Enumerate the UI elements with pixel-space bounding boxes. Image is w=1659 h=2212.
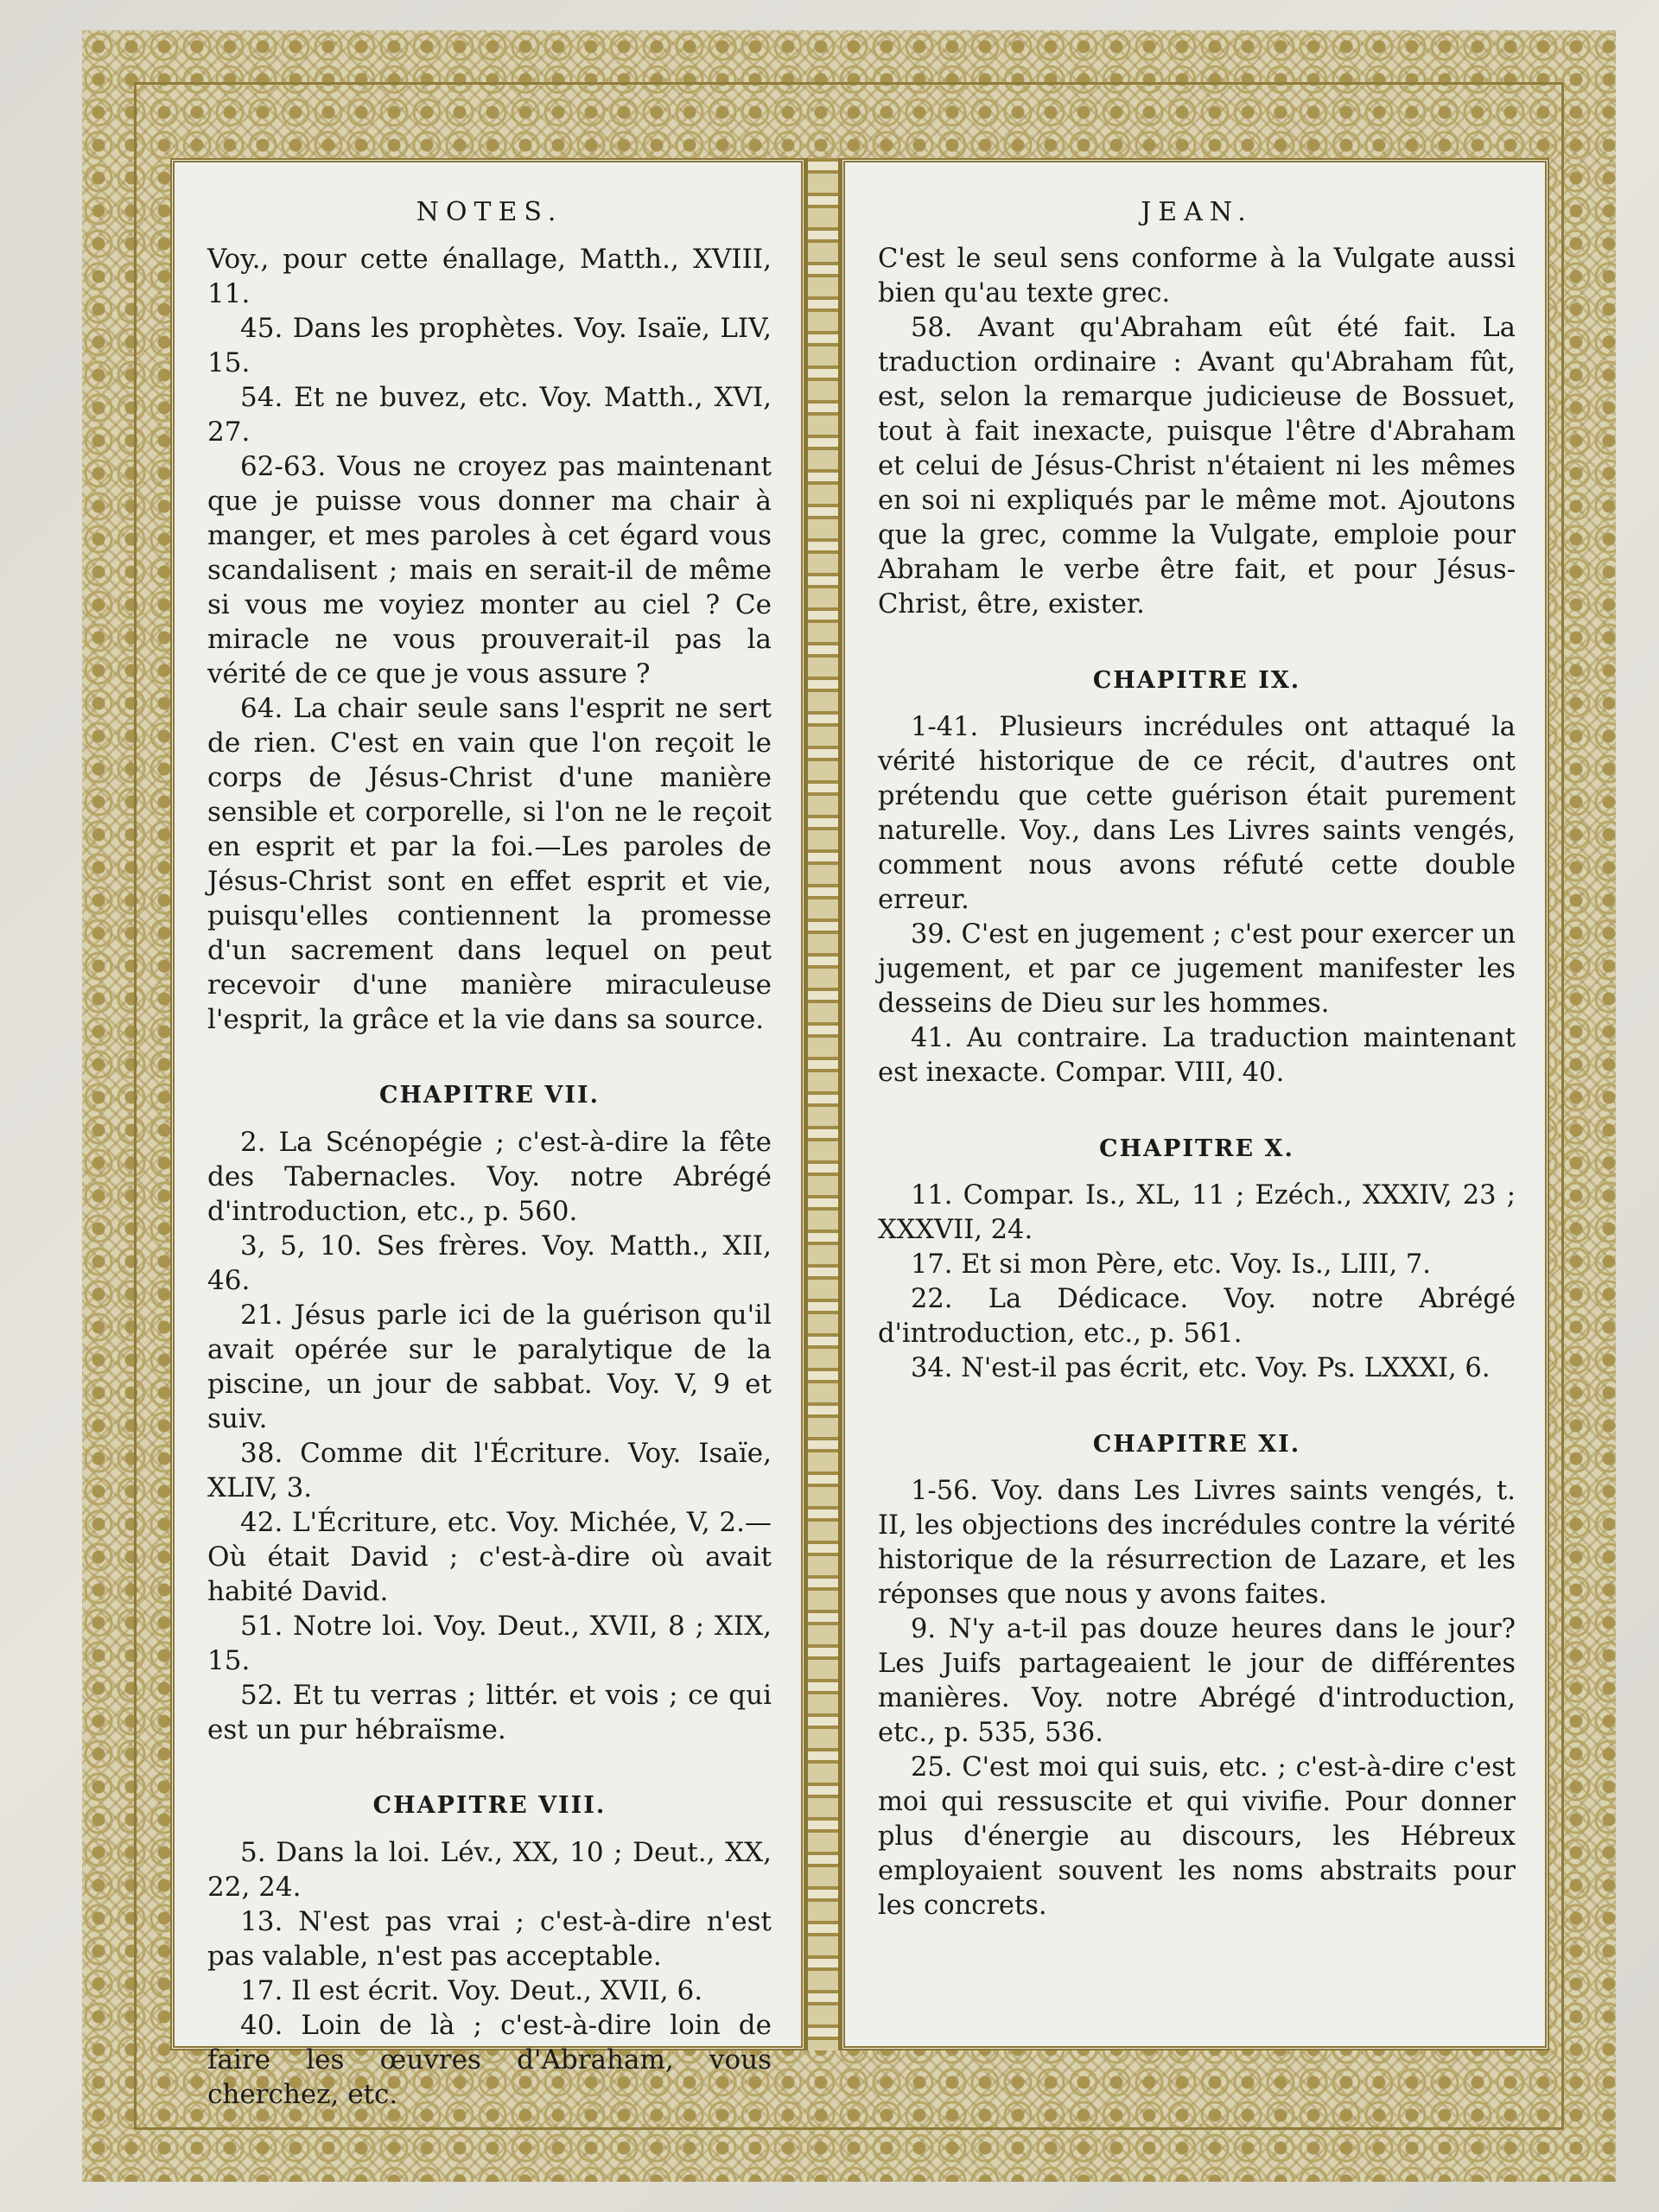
note-paragraph: 41. Au contraire. La traduction maintenant est inexacte. Compar. VIII, 40. [878,1023,1516,1088]
note-paragraph: 52. Et tu verras ; littér. et vois ; ce qui est un pur hébraïsme. [207,1680,772,1745]
note-paragraph: C'est le seul sens conforme à la Vulgate aussi bien qu'au texte grec. [878,244,1516,308]
note-paragraph: 22. La Dédicace. Voy. notre Abrégé d'introduction, etc., p. 561. [878,1284,1516,1349]
running-head-jean: JEAN. [1141,197,1253,227]
note-paragraph: 62-63. Vous ne croyez pas maintenant que je puisse vous donner ma chair à manger, et mes paroles à cet égard vous scandalisent ; mais en serait-il de même si vous me voyiez monter au ciel ? Ce miracle ne vous prouverait-il pas la vérité de ce que je vous assure ? [207,451,772,690]
running-head-notes: NOTES. [416,197,563,227]
note-paragraph: 5. Dans la loi. Lév., XX, 10 ; Deut., XX, 22, 24. [207,1837,772,1903]
left-column [170,158,805,2110]
note-paragraph: 11. Compar. Is., XL, 11 ; Ezéch., XXXIV, 23 ; XXXVII, 24. [878,1180,1516,1245]
right-column-text [878,195,1516,1923]
note-paragraph: 39. C'est en jugement ; c'est pour exercer un jugement, et par ce jugement manifester les desseins de Dieu sur les hommes. [878,919,1516,1019]
chapter-heading-10: CHAPITRE X. [1099,1135,1294,1162]
note-paragraph: 21. Jésus parle ici de la guérison qu'il avait opérée sur le paralytique de la piscine, un jour de sabbat. Voy. V, 9 et suiv. [207,1300,772,1434]
note-paragraph: 13. N'est pas vrai ; c'est-à-dire n'est pas valable, n'est pas acceptable. [207,1906,772,1972]
note-paragraph: 58. Avant qu'Abraham eût été fait. La traduction ordinaire : Avant qu'Abraham fût, est, selon la remarque judicieuse de Bossuet, tout à fait inexacte, puisque l'être d'Abraham et celui de Jésus-Christ n'étaient ni les mêmes en soi ni expliqués par le même mot. Ajoutons que la grec, comme la Vulgate, emploie pour Abraham le verbe être fait, et pour Jésus-Christ, être, exister. [878,313,1516,620]
ornamental-column-divider [805,158,841,2050]
note-paragraph: 42. L'Écriture, etc. Voy. Michée, V, 2.—Où était David ; c'est-à-dire où avait habité David. [207,1507,772,1607]
note-paragraph: 3, 5, 10. Ses frères. Voy. Matth., XII, 46. [207,1230,772,1296]
note-paragraph: 25. C'est moi qui suis, etc. ; c'est-à-dire c'est moi qui ressuscite et qui vivifie. Pour donner plus d'énergie au discours, les Hébreux employaient souvent les noms abstraits pour les concrets. [878,1752,1516,1921]
note-paragraph: 38. Comme dit l'Écriture. Voy. Isaïe, XLIV, 3. [207,1438,772,1503]
note-paragraph: 45. Dans les prophètes. Voy. Isaïe, LIV, 15. [207,313,772,378]
chapter-heading-9: CHAPITRE IX. [1092,667,1301,694]
note-paragraph: 64. La chair seule sans l'esprit ne sert de rien. C'est en vain que l'on reçoit le corps de Jésus-Christ d'une manière sensible et corporelle, si l'on ne le reçoit en esprit et par la foi.—Les paroles de Jésus-Christ sont en effet esprit et vie, puisqu'elles contiennent la promesse d'un sacrement dans lequel on peut recevoir d'une manière miraculeuse l'esprit, la grâce et la vie dans sa source. [207,693,772,1035]
chapter-heading-11: CHAPITRE XI. [1092,1431,1301,1458]
note-paragraph: 17. Il est écrit. Voy. Deut., XVII, 6. [240,1975,703,2006]
left-column-text [207,195,772,2112]
note-paragraph: 1-56. Voy. dans Les Livres saints vengés, t. II, les objections des incrédules contre la vérité historique de la résurrection de Lazare, et les réponses que nous y avons faites. [878,1476,1516,1610]
note-paragraph: 1-41. Plusieurs incrédules ont attaqué la vérité historique de ce récit, d'autres ont prétendu que cette guérison était purement naturelle. Voy., dans Les Livres saints vengés, comment nous avons réfuté cette double erreur. [878,712,1516,915]
chapter-heading-8: CHAPITRE VIII. [372,1792,607,1819]
note-paragraph: 2. La Scénopégie ; c'est-à-dire la fête des Tabernacles. Voy. notre Abrégé d'introduction, etc., p. 560. [207,1127,772,1227]
chapter-heading-7: CHAPITRE VII. [379,1082,600,1109]
note-paragraph: Voy., pour cette énallage, Matth., XVIII, 11. [207,244,772,309]
note-paragraph: 54. Et ne buvez, etc. Voy. Matth., XVI, 27. [207,382,772,448]
note-paragraph: 17. Et si mon Père, etc. Voy. Is., LIII, 7. [911,1249,1431,1280]
ornamental-border [82,30,1616,2182]
note-paragraph: 34. N'est-il pas écrit, etc. Voy. Ps. LXXXI, 6. [911,1353,1491,1383]
note-paragraph: 51. Notre loi. Voy. Deut., XVII, 8 ; XIX, 15. [207,1611,772,1676]
note-paragraph: 40. Loin de là ; c'est-à-dire loin de faire les œuvres d'Abraham, vous cherchez, etc. [207,2010,772,2110]
right-column [841,158,1549,2050]
note-paragraph: 9. N'y a-t-il pas douze heures dans le jour? Les Juifs partageaient le jour de différentes manières. Voy. notre Abrégé d'introduction, etc., p. 535, 536. [878,1614,1516,1748]
